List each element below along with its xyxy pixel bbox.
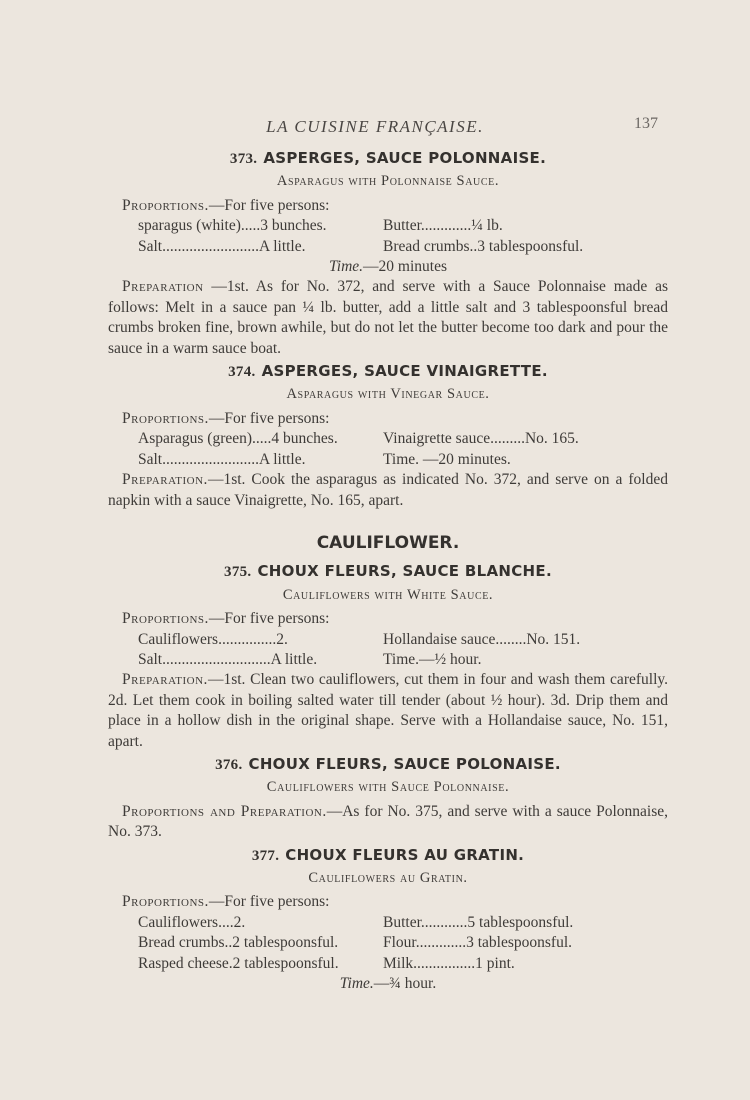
preparation-label: Preparation. (122, 471, 208, 489)
preparation-paragraph (108, 470, 668, 511)
recipe-title-text: CHOUX FLEURS, SAUCE BLANCHE. (257, 562, 552, 581)
ingredient-left: Rasped cheese.2 tablespoonsful. (138, 954, 339, 972)
preparation-label: Preparation. (122, 671, 208, 689)
ingredient-right: Butter............5 tablespoonsful. (383, 913, 574, 931)
ingredient-right: Time.—½ hour. (383, 650, 482, 668)
ingredient-right: Butter.............¼ lb. (383, 217, 503, 235)
time-line (108, 257, 668, 277)
recipe-number: 376. (215, 756, 243, 773)
recipe-number: 377. (251, 847, 280, 864)
ingredient-right: Milk................1 pint. (383, 954, 515, 972)
page-header (0, 117, 750, 139)
proportions-text: —For five persons: (208, 610, 330, 628)
recipe-number: 374. (228, 364, 256, 381)
preparation-text: —1st. Clean two cauliflowers, cut them in four and wash them carefully. 2d. Let them cook in boiling salted water till tender (about ½ hour). 3d. Drip them and place in a hollow dish in the original shape. Serve with a Hollandaise sauce, No. 151, apart. (108, 671, 668, 750)
running-title: LA CUISINE FRANÇAISE. (266, 117, 484, 136)
ingredient-row (108, 216, 668, 236)
time-value: —20 minutes (363, 258, 447, 276)
ingredient-row (108, 630, 668, 650)
recipe-title-text: CHOUX FLEURS, SAUCE POLONAISE. (248, 754, 561, 773)
preparation-paragraph (108, 277, 668, 359)
ingredient-row (108, 954, 668, 974)
time-label: Time. (329, 258, 364, 276)
proportions-label: Proportions. (122, 893, 209, 911)
preparation-label: Proportions and Preparation. (122, 802, 327, 820)
proportions-line (108, 609, 668, 629)
ingredient-right: Bread crumbs..3 tablespoonsful. (383, 237, 584, 255)
recipe-subtitle: Cauliflowers with White Sauce. (282, 586, 494, 603)
page-content (108, 146, 668, 994)
recipe-subtitle: Cauliflowers with Sauce Polonnaise. (266, 779, 510, 796)
ingredient-left: Salt.........................A little. (138, 450, 306, 468)
preparation-paragraph (108, 802, 668, 843)
recipe-title-376 (108, 754, 668, 775)
ingredient-row (108, 913, 668, 933)
proportions-line (108, 892, 668, 912)
proportions-line (108, 409, 668, 429)
ingredient-left: Cauliflowers....2. (138, 913, 246, 931)
recipe-title-373 (108, 148, 668, 169)
recipe-subtitle: Cauliflowers au Gratin. (308, 870, 468, 886)
proportions-text: —For five persons: (208, 196, 330, 214)
proportions-line (108, 196, 668, 216)
ingredient-right: Flour.............3 tablespoonsful. (383, 934, 573, 952)
page-number: 137 (634, 115, 658, 132)
preparation-text: —1st. As for No. 372, and serve with a Sauce Polonnaise made as follows: Melt in a sauce pan ¼ lb. butter, add a little salt and 3 tablespoonsful bread crumbs broken fine, brown awhile, but do not let the butter become too dark and pour the sauce in a warm sauce boat. (108, 278, 668, 357)
recipe-title-text: ASPERGES, SAUCE POLONNAISE. (263, 149, 547, 167)
time-label: Time. (339, 975, 374, 993)
preparation-text: —As for No. 375, and serve with a sauce Polonnaise, No. 373. (108, 802, 668, 841)
proportions-label: Proportions. (122, 409, 209, 427)
ingredient-row (108, 237, 668, 257)
preparation-paragraph (108, 670, 668, 752)
recipe-subtitle: Asparagus with Vinegar Sauce. (286, 386, 490, 403)
recipe-title-text: CHOUX FLEURS AU GRATIN. (285, 845, 525, 864)
ingredient-row (108, 450, 668, 470)
recipe-number: 373. (229, 151, 258, 167)
recipe-title-text: ASPERGES, SAUCE VINAIGRETTE. (261, 362, 548, 381)
ingredient-row (108, 429, 668, 449)
proportions-text: —For five persons: (208, 409, 330, 427)
proportions-label: Proportions. (122, 196, 209, 214)
time-value: —¾ hour. (373, 975, 437, 993)
ingredient-left: Salt............................A little. (138, 650, 318, 668)
section-heading: CAULIFLOWER. (316, 532, 460, 553)
ingredient-right: Vinaigrette sauce.........No. 165. (383, 430, 579, 448)
proportions-label: Proportions. (122, 610, 209, 628)
recipe-title-377 (108, 845, 668, 866)
preparation-text: —1st. Cook the asparagus as indicated No. 372, and serve on a folded napkin with a sauce Vinaigrette, No. 165, apart. (108, 471, 668, 509)
recipe-number: 375. (224, 564, 252, 581)
recipe-subtitle: Asparagus with Polonnaise Sauce. (276, 173, 500, 190)
proportions-text: —For five persons: (208, 893, 330, 911)
ingredient-row (108, 933, 668, 953)
ingredient-right: Time. —20 minutes. (383, 450, 511, 468)
ingredient-left: Bread crumbs..2 tablespoonsful. (138, 934, 339, 952)
ingredient-right: Hollandaise sauce........No. 151. (383, 630, 581, 648)
ingredient-left: sparagus (white).....3 bunches. (138, 217, 327, 235)
preparation-label: Preparation (122, 278, 204, 296)
ingredient-row (108, 650, 668, 670)
time-line (108, 974, 668, 994)
recipe-title-375 (108, 561, 668, 582)
ingredient-left: Asparagus (green).....4 bunches. (138, 430, 338, 448)
ingredient-left: Cauliflowers...............2. (138, 630, 288, 648)
ingredient-left: Salt.........................A little. (138, 237, 306, 255)
recipe-title-374 (108, 361, 668, 382)
